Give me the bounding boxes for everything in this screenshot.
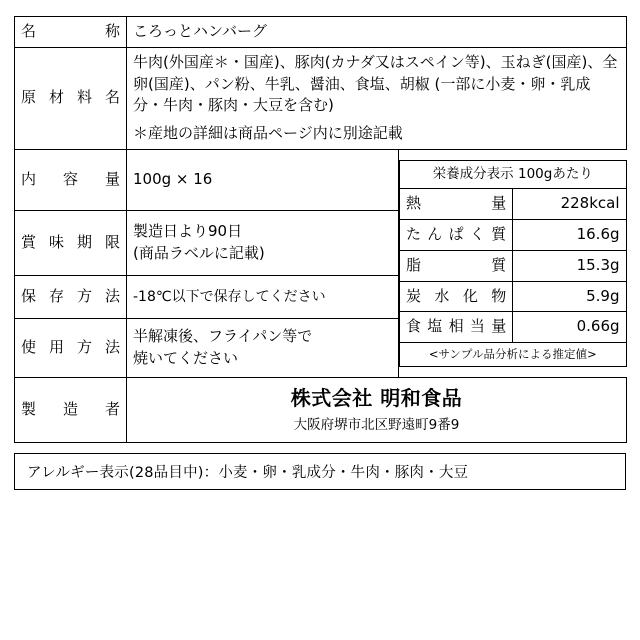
nutrition-title-row xyxy=(400,160,627,189)
maker-address: 大阪府堺市北区野遠町9番9 xyxy=(293,416,460,433)
nutrition-row xyxy=(400,312,627,343)
nutrition-table xyxy=(399,160,627,367)
nutrition-cell xyxy=(399,149,627,377)
nutrition-footnote: <サンプル品分析による推定値> xyxy=(400,343,627,367)
nutrition-item-name: たんぱく質 xyxy=(400,220,513,251)
allergy-notice: アレルギー表示(28品目中)：小麦・卵・乳成分・牛肉・豚肉・大豆 xyxy=(14,453,626,490)
row-value-bestbefore xyxy=(127,210,399,275)
table-row-maker xyxy=(15,377,627,442)
nutrition-footnote-row xyxy=(400,343,627,367)
table-row-name xyxy=(15,17,627,48)
row-header-usage: 使用方法 xyxy=(15,318,127,377)
nutrition-item-name: 食塩相当量 xyxy=(400,312,513,343)
nutrition-item-name: 脂質 xyxy=(400,250,513,281)
usage-line1: 半解凍後、フライパン等で xyxy=(133,327,313,345)
row-header-storage: 保存方法 xyxy=(15,275,127,318)
bestbefore-line1: 製造日より90日 xyxy=(133,222,243,240)
table-row-ingredients xyxy=(15,47,627,149)
nutrition-item-value: 16.6g xyxy=(513,220,626,251)
nutrition-item-value: 228kcal xyxy=(513,189,626,220)
nutrition-title: 栄養成分表示 100gあたり xyxy=(400,160,627,189)
nutrition-item-value: 15.3g xyxy=(513,250,626,281)
maker-company-name: 株式会社 明和食品 xyxy=(290,385,463,410)
row-header-ingredients: 原材料名 xyxy=(15,47,127,149)
row-header-netweight: 内容量 xyxy=(15,149,127,210)
nutrition-item-value: 0.66g xyxy=(513,312,626,343)
nutrition-item-name: 熱量 xyxy=(400,189,513,220)
nutrition-item-value: 5.9g xyxy=(513,281,626,312)
nutrition-row xyxy=(400,250,627,281)
usage-line2: 焼いてください xyxy=(133,348,239,367)
row-value-maker xyxy=(127,377,627,442)
nutrition-item-name: 炭水化物 xyxy=(400,281,513,312)
ingredients-text: 牛肉(外国産＊・国産)、豚肉(カナダ又はスペイン等)、玉ねぎ(国産)、全卵(国産)、パン粉、牛乳、醤油、食塩、胡椒 (一部に小麦・卵・乳成分・牛肉・豚肉・大豆を含む) xyxy=(133,52,618,115)
nutrition-row xyxy=(400,189,627,220)
ingredients-origin-note: ＊産地の詳細は商品ページ内に別途記載 xyxy=(133,124,403,142)
row-value-netweight: 100g × 16 xyxy=(127,149,399,210)
nutrition-row xyxy=(400,220,627,251)
row-header-maker: 製造者 xyxy=(15,377,127,442)
table-row-netweight xyxy=(15,149,627,210)
nutrition-row xyxy=(400,281,627,312)
bestbefore-line2: (商品ラベルに記載) xyxy=(133,243,265,262)
row-value-storage: -18℃以下で保存してください xyxy=(127,275,399,318)
row-header-bestbefore: 賞味期限 xyxy=(15,210,127,275)
row-value-name: ころっとハンバーグ xyxy=(127,17,627,48)
row-header-name: 名称 xyxy=(15,17,127,48)
product-label-table xyxy=(14,16,627,443)
row-value-ingredients xyxy=(127,47,627,149)
row-value-usage xyxy=(127,318,399,377)
